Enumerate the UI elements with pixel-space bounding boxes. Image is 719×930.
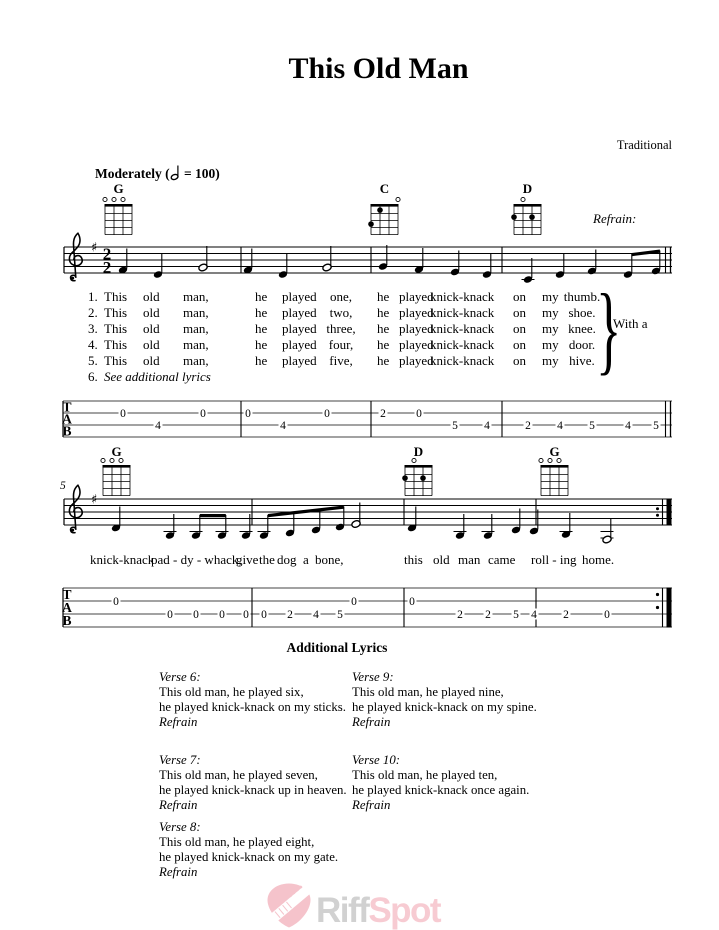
- treble-clef-icon: [69, 233, 82, 280]
- chord-diagram: [402, 458, 432, 495]
- verse6-number: 6.: [88, 369, 98, 384]
- lyric-word: my: [542, 353, 559, 368]
- tab-letter: A: [62, 600, 72, 615]
- lyric-word: on: [513, 289, 526, 304]
- logo-wordmark: [316, 891, 442, 930]
- beam: [200, 514, 226, 517]
- tab-number: 2: [457, 609, 463, 621]
- lyric-word: played: [282, 321, 317, 336]
- chord-nut: [105, 204, 133, 207]
- tab-number: 2: [563, 609, 569, 621]
- lyric-word: he: [255, 321, 268, 336]
- lyric-word: This: [104, 289, 128, 304]
- tempo-value: = 100): [183, 166, 220, 181]
- chord-diagram: [511, 197, 541, 234]
- lyric-word: knick-knack: [430, 337, 495, 352]
- tab-number: 2: [380, 408, 386, 420]
- lyric-word: one,: [329, 289, 353, 304]
- chord-dot: [529, 214, 535, 220]
- tab-number: 5: [337, 609, 343, 621]
- tab-letter: B: [62, 423, 72, 439]
- lyric-word: shoe.: [568, 305, 596, 320]
- open-string-circle: [521, 197, 525, 201]
- lyric-word: knick-knack: [430, 353, 495, 368]
- logo-spot: Spot: [368, 891, 441, 930]
- tab-number: 0: [120, 408, 126, 420]
- tab-letter: A: [62, 411, 72, 427]
- refrain-label: Refrain:: [593, 211, 637, 226]
- lyric-word: man,: [183, 289, 209, 304]
- lyric-word: a: [303, 552, 309, 567]
- lyric-word: two,: [329, 305, 353, 320]
- lyric-word: 4.: [88, 337, 98, 352]
- tab-number: 0: [200, 408, 206, 420]
- tab-number: 5: [452, 420, 458, 432]
- chord-dot: [511, 214, 517, 220]
- lyric-word: 3.: [88, 321, 98, 336]
- lyric-word: came: [488, 552, 516, 567]
- tab-number: 0: [219, 609, 225, 621]
- lyric-word: home.: [582, 552, 615, 567]
- open-string-circle: [112, 197, 116, 201]
- tab-number: 0: [324, 408, 330, 420]
- lyric-word: This: [104, 305, 128, 320]
- tempo-open-paren: (: [165, 166, 170, 181]
- repeat-barline-thick: [667, 588, 672, 628]
- chord-nut: [371, 204, 399, 207]
- chord-dot: [420, 475, 426, 481]
- chord-dot: [377, 207, 383, 213]
- tab-number: 4: [557, 420, 563, 432]
- lyric-word: he: [255, 353, 268, 368]
- chord-name: D: [413, 444, 424, 459]
- verse-line: This old man, he played ten,: [352, 768, 498, 782]
- chord-name: G: [113, 181, 124, 196]
- repeat-dot: [656, 514, 659, 517]
- lyric-word: he: [377, 305, 390, 320]
- lyric-word: played: [399, 353, 434, 368]
- chord-dot: [402, 475, 408, 481]
- lyric-word: played: [282, 353, 317, 368]
- lyric-word: five,: [329, 353, 353, 368]
- lyric-word: on: [513, 353, 526, 368]
- lyric-word: he: [255, 289, 268, 304]
- key-signature-sharp: ♯: [91, 492, 98, 508]
- logo-riff: Riff: [316, 891, 369, 930]
- lyric-word: old: [143, 321, 160, 336]
- verse-line: This old man, he played eight,: [159, 835, 315, 849]
- tab-letter: B: [62, 613, 72, 628]
- open-string-circle: [121, 197, 125, 201]
- lyric-word: played: [282, 337, 317, 352]
- open-string-circle: [103, 197, 107, 201]
- lyric-word: dog: [277, 552, 297, 567]
- beam: [632, 250, 660, 257]
- lyric-word: played: [399, 305, 434, 320]
- refrain-marker: Refrain: [159, 715, 198, 729]
- lyric-word: thumb.: [563, 289, 601, 304]
- lyric-word: 2.: [88, 305, 98, 320]
- tab-number: 0: [243, 609, 249, 621]
- chord-diagram: [368, 197, 400, 234]
- lyric-word: old: [433, 552, 450, 567]
- lyric-word: This: [104, 337, 128, 352]
- lyric-word: hive.: [569, 353, 595, 368]
- chord-nut: [514, 204, 542, 207]
- tab-number: 4: [484, 420, 490, 432]
- open-string-circle: [110, 458, 114, 462]
- measure-number: 5: [60, 480, 66, 492]
- repeat-dot: [656, 606, 659, 609]
- lyric-word: old: [143, 337, 160, 352]
- chord-name: D: [522, 181, 533, 196]
- lyric-word: my: [542, 321, 559, 336]
- verse-line: he played knick-knack on my spine.: [352, 700, 537, 714]
- tab-number: 5: [513, 609, 519, 621]
- lyric-word: 1.: [88, 289, 98, 304]
- open-string-circle: [396, 197, 400, 201]
- lyric-word: this: [404, 552, 423, 567]
- tab-number: 0: [351, 596, 357, 608]
- tempo-word: Moderately: [95, 166, 162, 181]
- lyric-word: on: [513, 337, 526, 352]
- lyric-word: old: [143, 289, 160, 304]
- tab-letter: T: [62, 587, 72, 602]
- tab-number: 4: [155, 420, 161, 432]
- lyric-word: played: [399, 337, 434, 352]
- see-additional-lyrics: See additional lyrics: [104, 369, 211, 384]
- refrain-marker: Refrain: [352, 715, 391, 729]
- chord-dot: [368, 221, 374, 227]
- lyric-word: This: [104, 353, 128, 368]
- tab-number: 0: [604, 609, 610, 621]
- tab-number: 0: [245, 408, 251, 420]
- time-signature-top: 2: [102, 244, 112, 264]
- byline-traditional: Traditional: [616, 138, 672, 152]
- lyric-word: give: [236, 552, 259, 567]
- refrain-marker: Refrain: [159, 798, 198, 812]
- verse-line: he played knick-knack on my gate.: [159, 850, 339, 864]
- open-string-circle: [548, 458, 552, 462]
- verse-heading: Verse 8:: [159, 820, 201, 834]
- additional-lyrics-title: Additional Lyrics: [286, 640, 388, 655]
- beam: [268, 506, 344, 518]
- tab-number: 2: [525, 420, 531, 432]
- tab-letter: T: [62, 399, 72, 415]
- open-string-circle: [412, 458, 416, 462]
- lyric-word: played: [282, 289, 317, 304]
- lyric-word: my: [542, 337, 559, 352]
- lyric-word: knick-knack: [430, 321, 495, 336]
- riffspot-logo: [260, 879, 442, 930]
- lyric-word: played: [282, 305, 317, 320]
- brace-text: With a: [613, 316, 648, 331]
- verse-heading: Verse 10:: [352, 753, 400, 767]
- open-string-circle: [557, 458, 561, 462]
- lyric-word: the: [259, 552, 275, 567]
- lyric-word: old: [143, 305, 160, 320]
- verse-heading: Verse 7:: [159, 753, 201, 767]
- lyric-word: my: [542, 305, 559, 320]
- refrain-marker: Refrain: [159, 865, 198, 879]
- lyric-word: knick-knack: [90, 552, 155, 567]
- lyric-word: knick-knack: [430, 305, 495, 320]
- lyric-word: man,: [183, 353, 209, 368]
- lyric-word: he: [255, 305, 268, 320]
- lyric-word: pad - dy - whack,: [151, 552, 242, 567]
- lyric-word: man,: [183, 305, 209, 320]
- verse-line: he played knick-knack on my sticks.: [159, 700, 346, 714]
- lyric-word: man: [458, 552, 481, 567]
- lyric-word: old: [143, 353, 160, 368]
- verse-heading: Verse 6:: [159, 670, 201, 684]
- tab-number: 0: [193, 609, 199, 621]
- open-string-circle: [101, 458, 105, 462]
- chord-diagram: [101, 458, 131, 495]
- chord-nut: [541, 465, 569, 468]
- lyric-word: man,: [183, 321, 209, 336]
- lyric-word: roll - ing: [531, 552, 577, 567]
- verse-line: he played knick-knack once again.: [352, 783, 530, 797]
- chord-name: G: [111, 444, 122, 459]
- lyric-word: on: [513, 321, 526, 336]
- chord-diagram: [103, 197, 133, 234]
- tab-number: 0: [261, 609, 267, 621]
- lyric-word: man,: [183, 337, 209, 352]
- tab-number: 4: [313, 609, 319, 621]
- page-title: This Old Man: [288, 52, 469, 85]
- time-signature-bottom: 2: [102, 258, 112, 277]
- verse-line: This old man, he played nine,: [352, 685, 504, 699]
- lyric-word: This: [104, 321, 128, 336]
- repeat-barline-thick: [667, 499, 672, 526]
- tab-number: 4: [531, 609, 537, 621]
- tab-number: 4: [280, 420, 286, 432]
- open-string-circle: [539, 458, 543, 462]
- tab-number: 2: [287, 609, 293, 621]
- lyric-word: he: [255, 337, 268, 352]
- verse-line: he played knick-knack up in heaven.: [159, 783, 347, 797]
- lyric-word: he: [377, 353, 390, 368]
- verse-heading: Verse 9:: [352, 670, 394, 684]
- lyric-word: played: [399, 321, 434, 336]
- lyric-word: he: [377, 289, 390, 304]
- lyric-word: my: [542, 289, 559, 304]
- lyric-word: four,: [328, 337, 354, 352]
- verse-line: This old man, he played seven,: [159, 768, 318, 782]
- chord-name: C: [379, 181, 390, 196]
- tab-number: 5: [589, 420, 595, 432]
- repeat-dot: [656, 593, 659, 596]
- tab-number: 0: [409, 596, 415, 608]
- lyric-word: bone,: [315, 552, 344, 567]
- refrain-marker: Refrain: [352, 798, 391, 812]
- chord-diagram: [539, 458, 569, 495]
- tab-number: 5: [653, 420, 659, 432]
- chord-nut: [405, 465, 433, 468]
- tab-number: 4: [625, 420, 631, 432]
- verse-line: This old man, he played six,: [159, 685, 304, 699]
- lyric-word: knick-knack: [430, 289, 495, 304]
- lyric-word: door.: [568, 337, 596, 352]
- open-string-circle: [119, 458, 123, 462]
- repeat-dot: [656, 507, 659, 510]
- tab-number: 0: [416, 408, 422, 420]
- treble-clef-icon: [69, 485, 82, 532]
- lyric-word: he: [377, 337, 390, 352]
- key-signature-sharp: ♯: [91, 240, 98, 256]
- chord-name: G: [549, 444, 560, 459]
- lyric-word: he: [377, 321, 390, 336]
- lyric-word: 5.: [88, 353, 98, 368]
- tab-number: 2: [485, 609, 491, 621]
- chord-nut: [103, 465, 131, 468]
- lyric-word: knee.: [568, 321, 596, 336]
- verse-brace: }: [596, 272, 622, 384]
- tab-number: 0: [167, 609, 173, 621]
- tab-number: 0: [113, 596, 119, 608]
- lyric-word: played: [399, 289, 434, 304]
- lyric-word: on: [513, 305, 526, 320]
- lyric-word: three,: [326, 321, 356, 336]
